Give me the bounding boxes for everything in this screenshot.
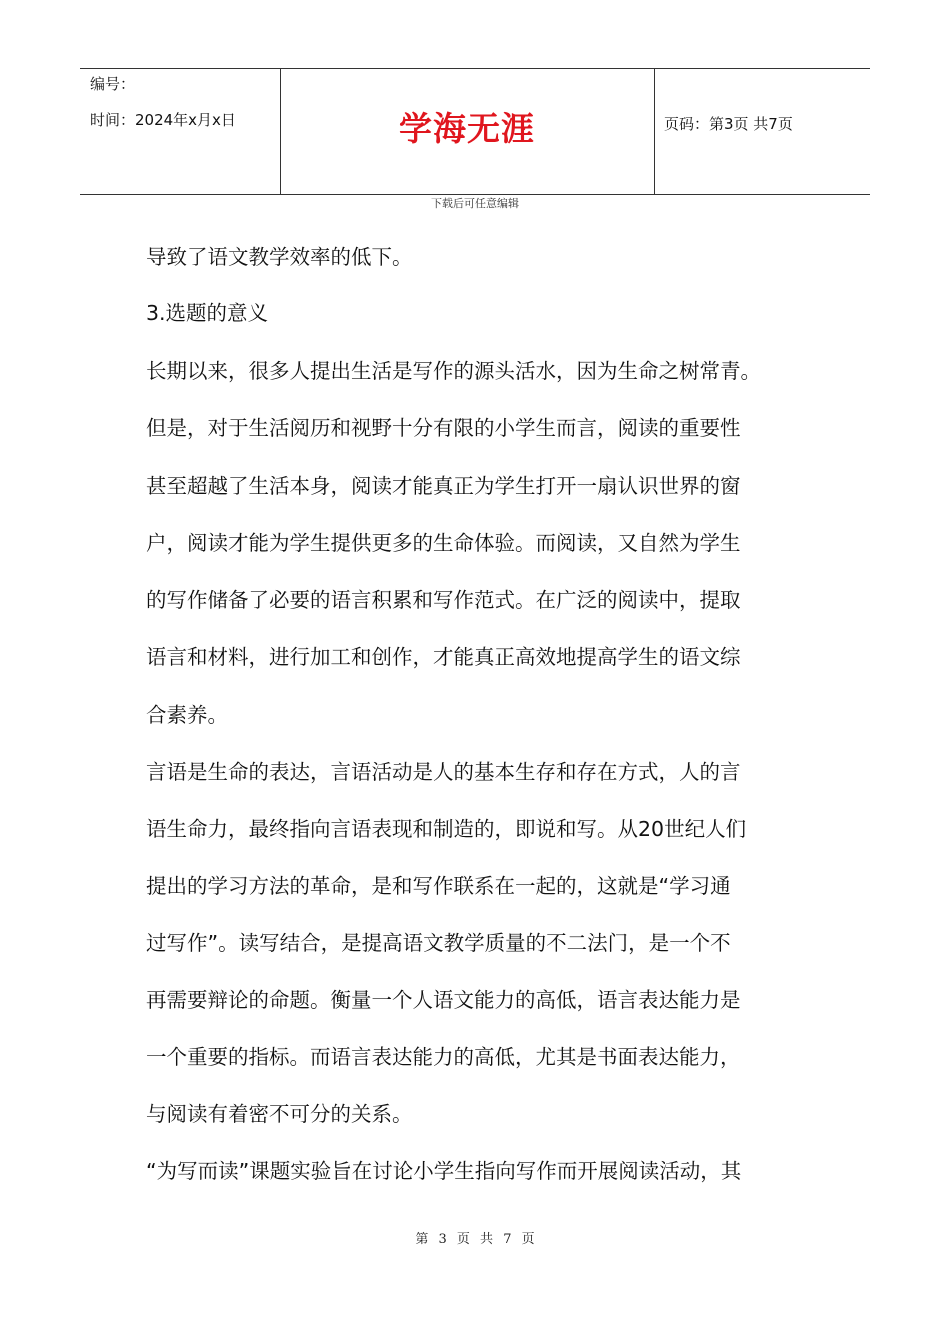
body-line: 过写作”。读写结合，是提高语文教学质量的不二法门，是一个不 (146, 931, 731, 955)
body-line: 甚至超越了生活本身，阅读才能真正为学生打开一扇认识世界的窗 (146, 474, 741, 498)
body-line: 再需要辩论的命题。衡量一个人语文能力的高低，语言表达能力是 (146, 988, 741, 1012)
body-line: 语生命力，最终指向言语表现和制造的，即说和写。从20世纪人们 (146, 817, 747, 841)
header-page-code: 页码：第3页 共7页 (664, 115, 793, 133)
body-line: 导致了语文教学效率的低下。 (146, 245, 413, 269)
page-footer: 第 3 页 共 7 页 (415, 1232, 535, 1247)
body-line: 言语是生命的表达，言语活动是人的基本生存和存在方式，人的言 (146, 760, 741, 784)
body-line: 提出的学习方法的革命，是和写作联系在一起的，这就是“学习通 (146, 874, 731, 898)
body-line: 的写作储备了必要的语言积累和写作范式。在广泛的阅读中，提取 (146, 588, 741, 612)
body-line: 长期以来，很多人提出生活是写作的源头活水，因为生命之树常青。 (146, 359, 761, 383)
body-line: 一个重要的指标。而语言表达能力的高低，尤其是书面表达能力， (146, 1045, 741, 1069)
header-table (80, 68, 870, 195)
body-line: 户，阅读才能为学生提供更多的生命体验。而阅读，又自然为学生 (146, 531, 741, 555)
header-divider (654, 69, 655, 194)
edit-note: 下载后可任意编辑 (431, 197, 519, 210)
document-time-label: 时间：2024年x月x日 (90, 111, 236, 129)
section-heading: 3.选题的意义 (146, 301, 269, 325)
body-line: 语言和材料，进行加工和创作，才能真正高效地提高学生的语文综 (146, 645, 741, 669)
document-number-label: 编号： (90, 75, 136, 93)
body-line: “为写而读”课题实验旨在讨论小学生指向写作而开展阅读活动，其 (146, 1159, 742, 1183)
brand-title: 学海无涯 (399, 109, 535, 148)
body-line: 与阅读有着密不可分的关系。 (146, 1102, 413, 1126)
body-line: 但是，对于生活阅历和视野十分有限的小学生而言，阅读的重要性 (146, 416, 741, 440)
body-line: 合素养。 (146, 703, 228, 727)
